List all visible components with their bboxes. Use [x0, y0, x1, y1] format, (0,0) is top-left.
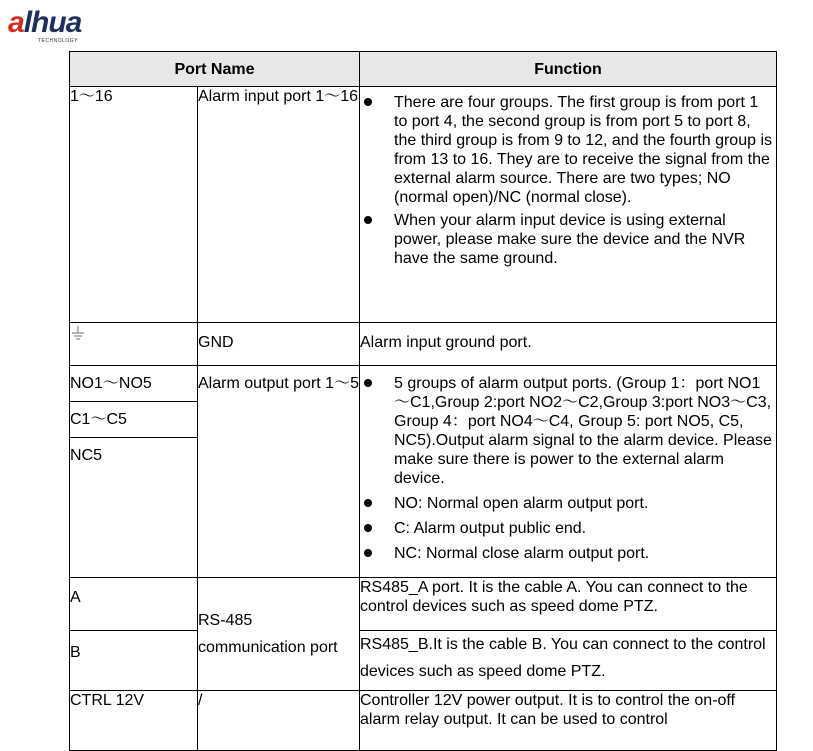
- logo-subtitle: TECHNOLOGY: [38, 38, 79, 44]
- table-row-rs485-a: [70, 578, 777, 631]
- cell-port: A: [70, 578, 198, 631]
- function-bullets: [360, 374, 776, 563]
- dahua-logo: [8, 6, 168, 48]
- cell-port: 1～16: [70, 87, 198, 323]
- cell-port: NO1～NO5: [70, 366, 198, 402]
- table-row-alarm-input: [70, 87, 777, 323]
- bullet-item: 5 groups of alarm output ports. (Group 1：port NO1～C1,Group 2:port NO2～C2,Group 3:port NO3～C3, Group 4：port NO4～C4, Group 5: port NO5, C5, NC5).Output alarm signal to the alarm device. Please make sure there is power to the external alarm device.: [360, 374, 776, 488]
- cell-function: [360, 87, 777, 323]
- cell-port-name: GND: [198, 323, 360, 366]
- cell-function: RS485_A port. It is the cable A. You can connect to the control devices such as speed dome PTZ.: [360, 578, 777, 631]
- cell-port: CTRL 12V: [70, 691, 198, 751]
- table-row-ctrl: [70, 691, 777, 751]
- header-port-name: Port Name: [70, 52, 360, 87]
- cell-function: [360, 366, 777, 578]
- cell-port-name: Alarm output port 1～5: [198, 366, 360, 578]
- cell-port: NC5: [70, 438, 198, 578]
- bullet-item: There are four groups. The first group is from port 1 to port 4, the second group is from port 5 to port 8, the third group is from 9 to 12, and the fourth group is from 13 to 16. They are to receive the signal from the external alarm source. There are two types; NO (normal open)/NC (normal close).: [360, 93, 776, 207]
- cell-port-name: RS-485 communication port: [198, 578, 360, 691]
- port-function-table: [69, 51, 777, 751]
- cell-port-name: Alarm input port 1～16: [198, 87, 360, 323]
- bullet-item: NC: Normal close alarm output port.: [360, 544, 776, 563]
- cell-function: Controller 12V power output. It is to control the on-off alarm relay output. It can be used to control: [360, 691, 777, 751]
- bullet-item: When your alarm input device is using external power, please make sure the device and the NVR have the same ground.: [360, 211, 776, 268]
- bullet-item: NO: Normal open alarm output port.: [360, 494, 776, 513]
- bullet-item: C: Alarm output public end.: [360, 519, 776, 538]
- function-bullets: [360, 93, 776, 268]
- cell-port-name: /: [198, 691, 360, 751]
- table-row-gnd: [70, 323, 777, 366]
- table-row-alarm-output: [70, 366, 777, 402]
- ground-icon: [70, 325, 86, 341]
- cell-function: Alarm input ground port.: [360, 323, 777, 366]
- cell-port: [70, 323, 198, 366]
- cell-port: C1～C5: [70, 402, 198, 438]
- cell-port: B: [70, 631, 198, 691]
- table-row-rs485-b: [70, 631, 777, 691]
- cell-function: RS485_B.It is the cable B. You can connect to the control devices such as speed dome PTZ.: [360, 631, 777, 691]
- logo-wordmark: alhua: [8, 6, 82, 39]
- header-function: Function: [360, 52, 777, 87]
- table-header-row: [70, 52, 777, 87]
